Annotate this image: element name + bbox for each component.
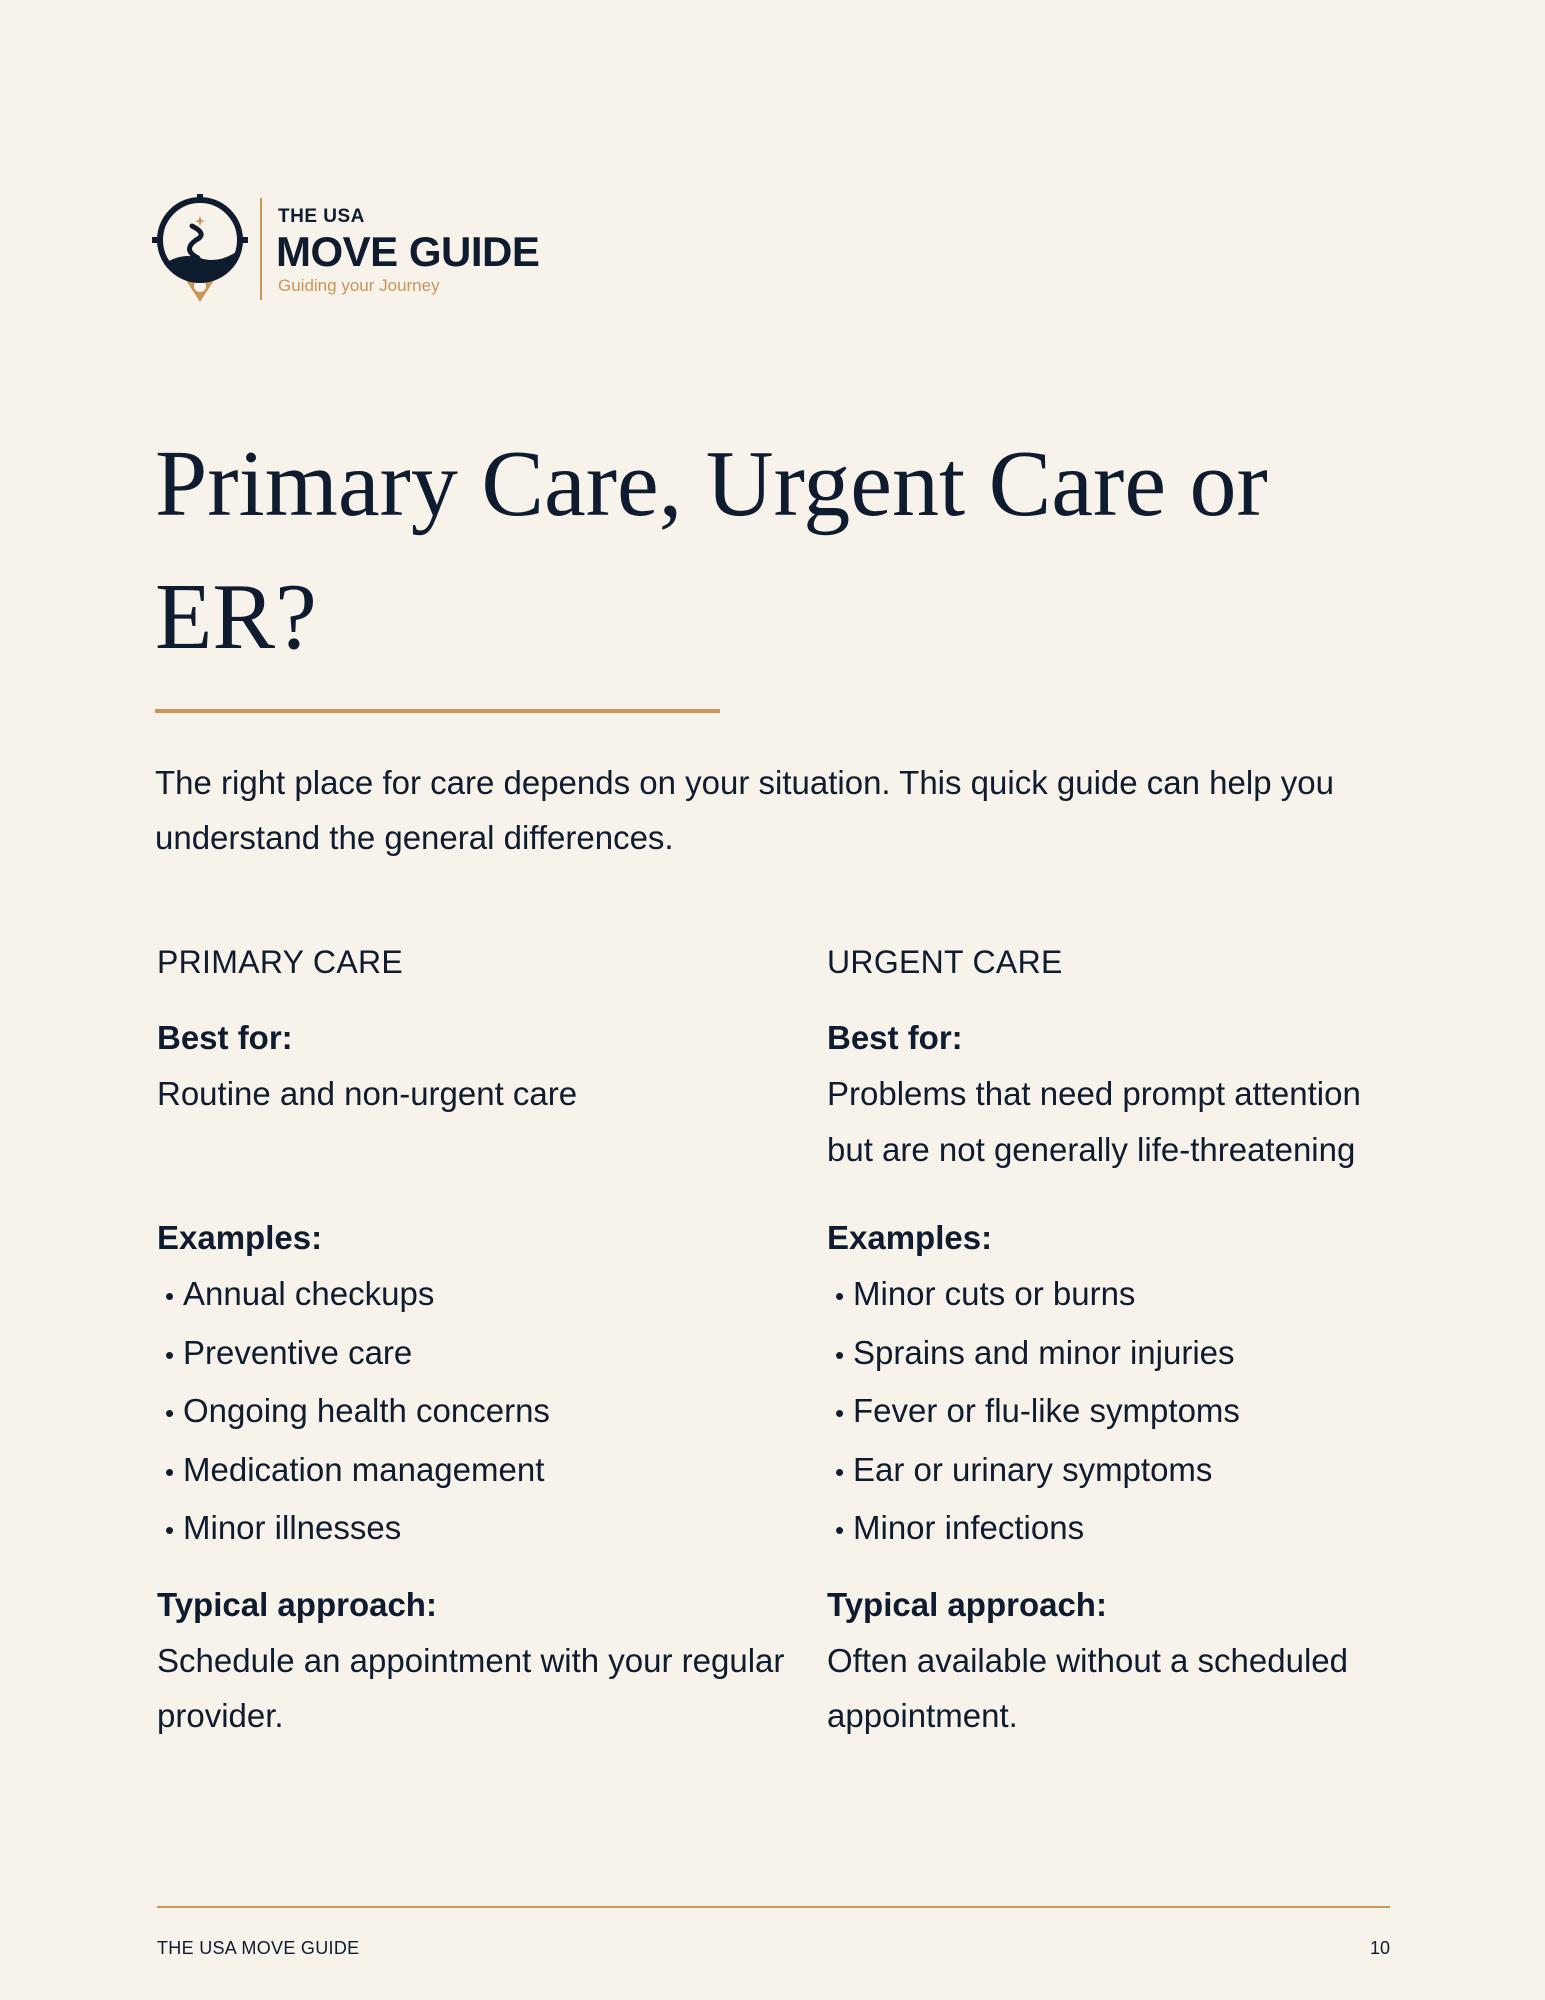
page-title: Primary Care, Urgent Care or ER?: [155, 432, 1268, 669]
list-item: • Minor infections: [827, 1500, 1467, 1559]
bullet-icon: •: [835, 1281, 845, 1311]
intro-paragraph: The right place for care depends on your situation. This quick guide can help you understand the general differences.: [155, 764, 1334, 856]
logo-big-text: MOVE GUIDE: [276, 228, 540, 275]
urgent-care-column: [827, 934, 1467, 1744]
page-number: 10: [1369, 1938, 1390, 1958]
bullet-icon: •: [165, 1339, 175, 1370]
bullet-icon: •: [835, 1339, 845, 1370]
bullet-icon: •: [835, 1515, 845, 1545]
column-heading: PRIMARY CARE: [157, 944, 404, 980]
list-item: • Ear or urinary symptoms: [827, 1442, 1467, 1501]
approach-text: Often available without a scheduled appointment.: [827, 1641, 1349, 1734]
logo-small-text: THE USA: [278, 206, 365, 227]
list-item: • Minor cuts or burns: [827, 1266, 1467, 1325]
best-for-label: Best for:: [157, 1019, 293, 1056]
approach-label: Typical approach:: [157, 1585, 437, 1623]
examples-section: [157, 1210, 797, 1559]
bullet-icon: •: [165, 1398, 175, 1428]
title-underline: [155, 709, 720, 713]
best-for-section: [157, 1010, 797, 1210]
list-item: • Medication management: [157, 1442, 797, 1501]
approach-section: [157, 1577, 797, 1744]
list-item: • Minor illnesses: [157, 1500, 797, 1559]
list-item: • Fever or flu-like symptoms: [827, 1383, 1467, 1442]
logo-tagline: Guiding your Journey: [278, 276, 440, 295]
logo-divider: [260, 198, 262, 300]
approach-section: [827, 1577, 1467, 1744]
approach-text: Schedule an appointment with your regular provider.: [157, 1641, 785, 1734]
column-heading: URGENT CARE: [827, 944, 1063, 980]
bullet-icon: •: [835, 1456, 845, 1487]
examples-label: Examples:: [157, 1219, 323, 1256]
approach-label: Typical approach:: [827, 1585, 1107, 1623]
list-item: • Ongoing health concerns: [157, 1383, 797, 1442]
examples-section: [827, 1210, 1467, 1559]
examples-label: Examples:: [827, 1219, 993, 1256]
list-item: • Sprains and minor injuries: [827, 1325, 1467, 1384]
best-for-label: Best for:: [827, 1019, 963, 1056]
list-item: • Annual checkups: [157, 1266, 797, 1325]
primary-care-column: [157, 934, 797, 1744]
best-for-text: Problems that need prompt attention but are not generally life-threatening: [827, 1075, 1361, 1168]
footer-title: THE USA MOVE GUIDE: [157, 1938, 360, 1958]
examples-list: [827, 1266, 1467, 1559]
logo: [152, 190, 572, 310]
best-for-section: [827, 1010, 1467, 1210]
list-item: • Preventive care: [157, 1325, 797, 1384]
bullet-icon: •: [165, 1515, 175, 1545]
bullet-icon: •: [165, 1281, 175, 1311]
examples-list: [157, 1266, 797, 1559]
best-for-text: Routine and non-urgent care: [157, 1075, 578, 1112]
bullet-icon: •: [165, 1456, 175, 1487]
compass-location-pin-icon: [152, 194, 248, 306]
footer-divider: [157, 1906, 1390, 1908]
bullet-icon: •: [835, 1398, 845, 1428]
